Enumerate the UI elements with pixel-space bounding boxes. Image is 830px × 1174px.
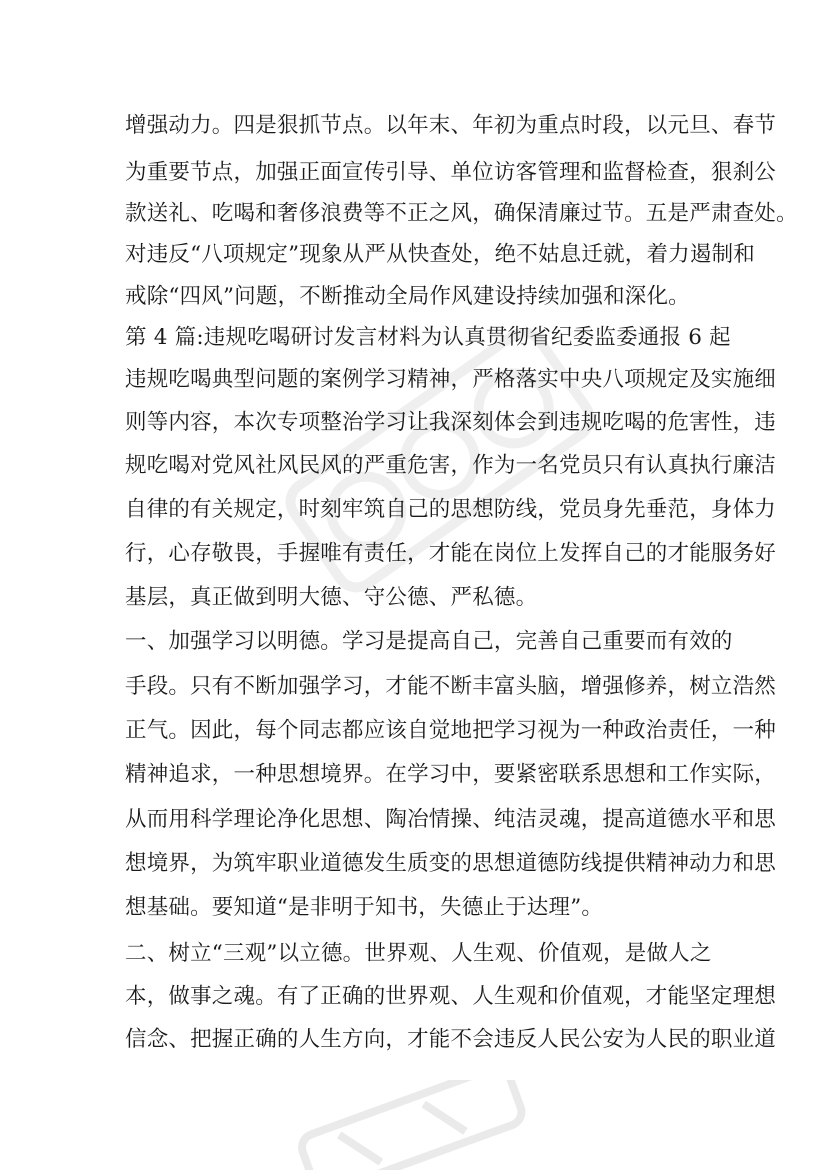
text-line: 则等内容，本次专项整治学习让我深刻体会到违规吃喝的危害性，违 (125, 410, 777, 435)
text-line: 精神追求，一种思想境界。在学习中，要紧密联系思想和工作实际， (125, 762, 777, 787)
text-line: 二、树立“三观”以立德。世界观、人生观、价值观，是做人之 (125, 941, 712, 966)
text-line: 规吃喝对党风社风民风的严重危害，作为一名党员只有认真执行廉洁 (125, 453, 777, 478)
text-line: 想境界，为筑牢职业道德发生质变的思想道德防线提供精神动力和思 (125, 851, 777, 876)
text-line: 正气。因此，每个同志都应该自觉地把学习视为一种政治责任，一种 (125, 718, 777, 743)
text-line: 违规吃喝典型问题的案例学习精神，严格落实中央八项规定及实施细 (125, 367, 777, 392)
text-line: 想基础。要知道“是非明于知书，失德止于达理”。 (125, 895, 604, 920)
text-line: 本，做事之魂。有了正确的世界观、人生观和价值观，才能坚定理想 (125, 984, 777, 1009)
text-line: 款送礼、吃喝和奢侈浪费等不正之风，确保清廉过节。五是严肃查处。 (125, 201, 798, 226)
text-line: 一、加强学习以明德。学习是提高自己，完善自己重要而有效的 (125, 629, 733, 654)
text-line: 对违反“八项规定”现象从严从快查处，绝不姑息迁就，着力遏制和 (125, 242, 755, 267)
text-line: 行，心存敬畏，手握唯有责任，才能在岗位上发挥自己的才能服务好 (125, 541, 777, 566)
text-line: 从而用科学理论净化思想、陶冶情操、纯洁灵魂，提高道德水平和思 (125, 807, 777, 832)
text-line: 为重要节点，加强正面宣传引导、单位访客管理和监督检查，狠刹公 (125, 160, 777, 185)
text-line: 基层，真正做到明大德、守公德、严私德。 (125, 585, 538, 610)
text-line: 自律的有关规定，时刻牢筑自己的思想防线，党员身先垂范，身体力 (125, 497, 777, 522)
text-line: 手段。只有不断加强学习，才能不断丰富头脑，增强修养，树立浩然 (125, 674, 777, 699)
text-line: 增强动力。四是狠抓节点。以年末、年初为重点时段，以元旦、春节 (125, 113, 777, 138)
text-line: 戒除“四风”问题，不断推动全局作风建设持续加强和深化。 (125, 284, 690, 309)
section-heading: 第 4 篇:违规吃喝研讨发言材料为认真贯彻省纪委监委通报 6 起 (125, 325, 731, 350)
text-line: 信念、把握正确的人生方向，才能不会违反人民公安为人民的职业道 (125, 1027, 777, 1052)
